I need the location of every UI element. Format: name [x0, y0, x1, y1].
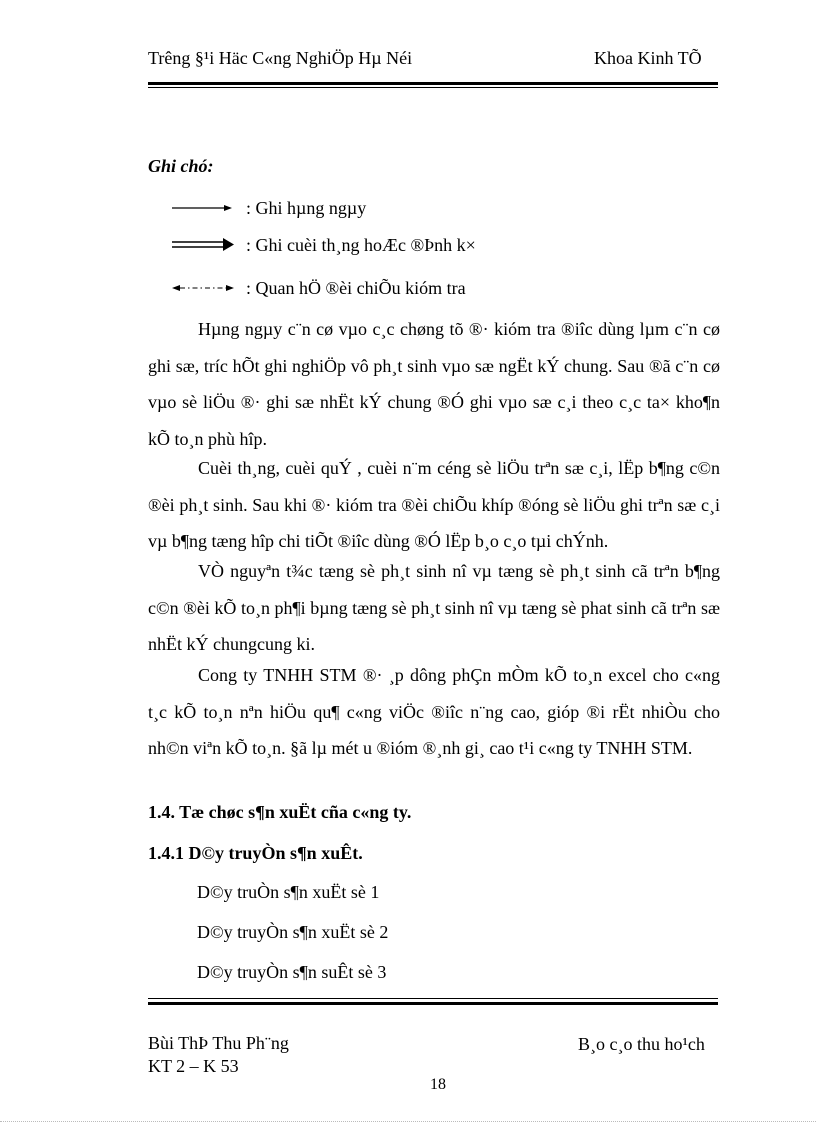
header-left-title: Trêng §¹i Häc C«ng NghiÖp Hµ Néi	[148, 48, 413, 68]
footer-rule-thin	[148, 998, 718, 999]
notes-title: Ghi chó:	[148, 156, 214, 176]
section-heading: 1.4. Tæ chøc s¶n xuËt cña c«ng ty.	[148, 802, 412, 822]
legend-text-periodic: : Ghi cuèi th¸ng hoÆc ®Þnh k×	[246, 234, 476, 255]
legend-row-daily	[172, 195, 366, 221]
footer-class: KT 2 – K 53	[148, 1056, 239, 1076]
page-bottom-edge	[0, 1121, 816, 1122]
paragraph-1: Hµng ngµy c¨n cø vµo c¸c chøng tõ ®· kióm tra ®iîc dùng lµm c¨n cø ghi sæ, tríc hÕt ghi nghiÖp vô ph¸t sinh vµo sæ ngËt kÝ chung. Sau ®ã c¨n cø vµo sè liÖu ®· ghi sæ nhËt kÝ chung ®Ó ghi vµo sæ c¸i theo c¸c ta× kho¶n kÕ to¸n phù hîp.	[148, 319, 720, 449]
paragraph-4: Cong ty TNHH STM ®· ¸p dông phÇn mÒm kÕ to¸n excel cho c«ng t¸c kÕ to¸n nªn hiÖu qu¶ c«ng viÖc ®iîc n¨ng cao, gióp ®i rËt nhiÒu cho nh©n viªn kÕ to¸n. §ã lµ mét u ®ióm ®¸nh gi¸ cao t¹i c«ng ty TNHH STM.	[148, 665, 720, 758]
legend-text-daily: : Ghi hµng ngµy	[246, 197, 367, 218]
double-arrow-icon	[172, 237, 234, 253]
paragraph-3: VÒ nguyªn t¾c tæng sè ph¸t sinh nî vµ tæng sè ph¸t sinh cã trªn b¶ng c©n ®èi kÕ to¸n ph¶i bµng tæng sè ph¸t sinh nî vµ tæng sè phat sinh cã trªn sæ nhËt kÝ chungcung ki.	[148, 561, 720, 654]
legend-row-periodic	[172, 232, 476, 258]
page-number: 18	[430, 1076, 446, 1093]
legend-text-reconcile: : Quan hÖ ®èi chiÕu kióm tra	[246, 277, 466, 298]
header-rule-thin	[148, 87, 718, 88]
footer-author: Bùi ThÞ Thu Ph¨ng	[148, 1033, 289, 1053]
legend-row-reconcile	[172, 275, 466, 301]
section-subheading: 1.4.1 D©y truyÒn s¶n xuÊt.	[148, 843, 363, 863]
line-item-2: D©y truyÒn s¶n xuËt sè 2	[197, 922, 389, 942]
header-rule-thick	[148, 82, 718, 85]
line-item-1: D©y truÒn s¶n xuËt sè 1	[197, 882, 380, 902]
footer-report-title: B¸o c¸o thu ho¹ch	[578, 1034, 705, 1054]
line-item-3: D©y truyÒn s¶n suÊt sè 3	[197, 962, 387, 982]
header-right-title: Khoa Kinh TÕ	[594, 48, 702, 68]
footer-rule-thick	[148, 1002, 718, 1005]
paragraph-2: Cuèi th¸ng, cuèi quÝ , cuèi n¨m céng sè liÖu trªn sæ c¸i, lËp b¶ng c©n ®èi ph¸t sinh. Sau khi ®· kióm tra ®èi chiÕu khíp ®óng sè liÖu ghi trªn sæ c¸i vµ b¶ng tæng hîp chi tiÕt ®iîc dùng ®Ó lËp b¸o c¸o tµi chÝnh.	[148, 458, 720, 551]
dashed-bidirectional-arrow-icon	[172, 281, 234, 295]
solid-arrow-icon	[172, 201, 234, 215]
